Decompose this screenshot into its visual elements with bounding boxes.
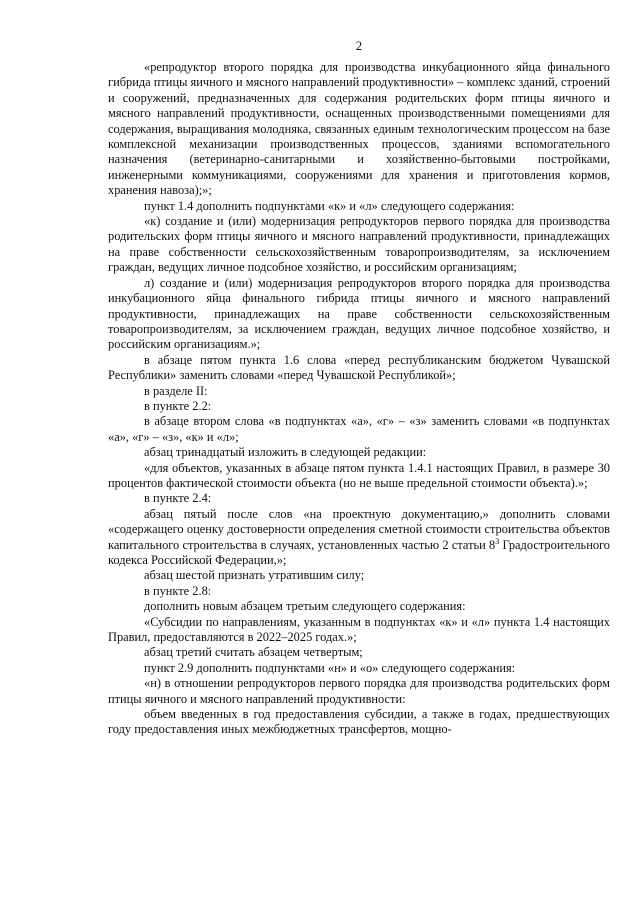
superscript: 3 — [495, 536, 500, 546]
paragraph: в абзаце втором слова «в подпунктах «а», «г» – «з» заменить словами «в подпунктах «а», «г» – «з», «к» и «л»; — [108, 414, 610, 444]
paragraph: пункт 1.4 дополнить подпунктами «к» и «л» следующего содержания: — [144, 198, 515, 213]
paragraph: в абзаце пятом пункта 1.6 слова «перед республиканским бюджетом Чувашской Республики» заменить словами «перед Чувашской Республикой»; — [108, 352, 610, 383]
paragraph — [108, 507, 610, 569]
paragraph: «репродуктор второго порядка для производства инкубационного яйца финального гибрида птицы яичного и мясного направлений продуктивности» – комплекс зданий, строений и сооружений, предназначенных для содержания родительских форм птицы яичного и мясного направлений продуктивности, оснащенных производственными помещениями для содержания, выращивания молодняка, связанных единым технологическим процессом на базе комплексной механизации производственных процессов, зданиями вспомогательного назначения (ветеринарно-санитарными и хозяйственно-бытовыми постройками, инженерными коммуникациями, сооружениями для хранения и приготовления кормов, хранения навоза);»; — [108, 60, 610, 198]
paragraph: «к) создание и (или) модернизация репродукторов первого порядка для производства родительских форм птицы яичного и мясного направлений продуктивности, принадлежащих на праве собственности сельскохозяйственным товаропроизводителям, за исключением граждан, ведущих личное подсобное хозяйство, и российским организациям; — [108, 214, 610, 275]
paragraph: л) создание и (или) модернизация репродукторов второго порядка для производства инкубационного яйца финального гибрида птицы яичного и мясного направлений продуктивности, принадлежащих на праве собственности сельскохозяйственным товаропроизводителям, за исключением граждан, ведущих личное подсобное хозяйство, и российским организациям.»; — [108, 275, 610, 352]
paragraph: в разделе II: — [144, 383, 208, 398]
paragraph: объем введенных в год предоставления субсидии, а также в годах, предшествующих году предоставления иных межбюджетных трансфертов, мощно- — [108, 707, 610, 737]
paragraph: «для объектов, указанных в абзаце пятом пункта 1.4.1 настоящих Правил, в размере 30 процентов фактической стоимости объекта (но не выше предельной стоимости объекта).»; — [108, 460, 610, 490]
paragraph: «Субсидии по направлениям, указанным в подпунктах «к» и «л» пункта 1.4 настоящих Правил, предоставляются в 2022–2025 годах.»; — [108, 614, 610, 645]
page-number: 2 — [355, 38, 363, 53]
paragraph: «н) в отношении репродукторов первого порядка для производства родительских форм птицы яичного и мясного направлений продуктивности: — [108, 676, 610, 706]
paragraph: в пункте 2.4: — [144, 491, 212, 506]
paragraph: абзац третий считать абзацем четвертым; — [144, 645, 363, 660]
paragraph: в пункте 2.2: — [144, 398, 212, 413]
paragraph-text: Градостроительного кодекса Российской Федерации,»; — [108, 537, 610, 567]
paragraph-text: абзац пятый после слов «на проектную документацию,» дополнить словами «содержащего оценку достоверности определения сметной стоимости строительства объектов капитального строительства в случаях, установленных частью 2 статьи 8 — [108, 506, 610, 552]
paragraph: дополнить новым абзацем третьим следующего содержания: — [144, 599, 466, 614]
paragraph: абзац шестой признать утратившим силу; — [144, 568, 365, 583]
document-body — [108, 60, 610, 738]
paragraph: абзац тринадцатый изложить в следующей редакции: — [144, 445, 427, 460]
paragraph: пункт 2.9 дополнить подпунктами «н» и «о» следующего содержания: — [144, 660, 516, 675]
paragraph: в пункте 2.8: — [144, 583, 212, 598]
